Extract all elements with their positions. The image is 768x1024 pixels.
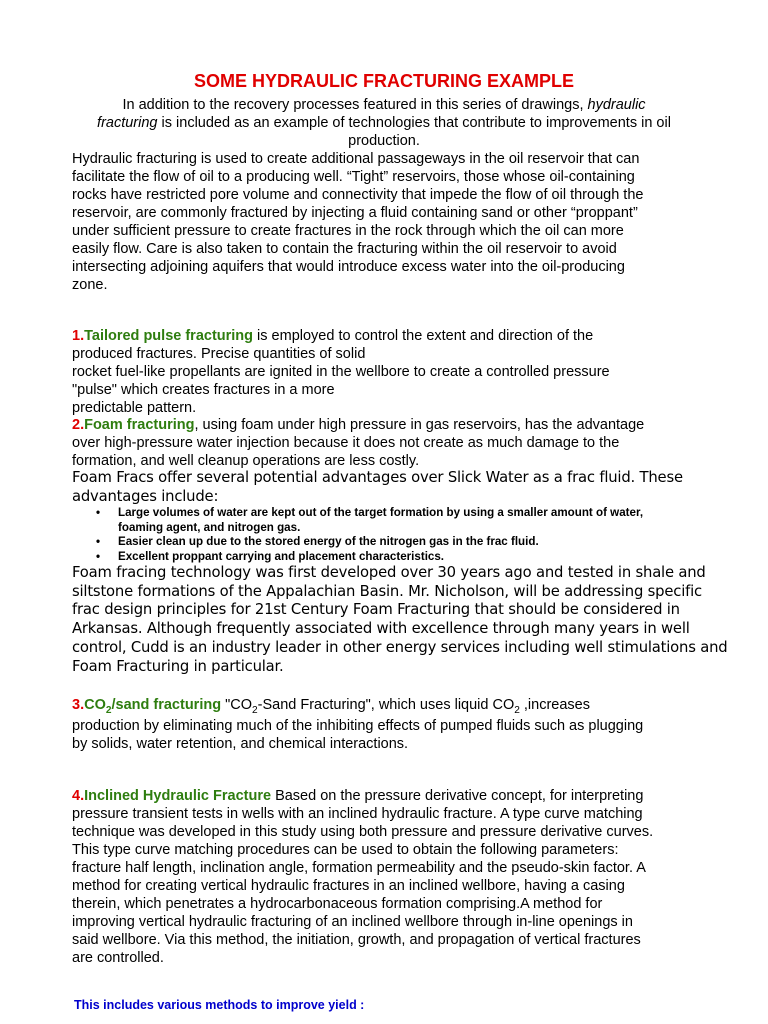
intro-emphasis: fracturing <box>97 115 158 131</box>
section-term: Tailored pulse fracturing <box>84 328 254 344</box>
intro-line: production. <box>348 133 420 149</box>
section-number: 1. <box>72 328 85 344</box>
section-line: "pulse" which creates fractures in a more <box>72 382 335 398</box>
section-number: 2. <box>72 417 85 433</box>
section-line: This type curve matching procedures can be used to obtain the following parameters: <box>72 842 619 858</box>
section-heading-line <box>72 327 712 345</box>
section-text: is employed to control the extent and direction of the <box>253 328 594 344</box>
advantages-line: Foam Fracs offer several potential advantages over Slick Water as a frac fluid. These <box>72 469 683 486</box>
section-line: method for creating vertical hydraulic fractures in an inclined wellbore, having a casing <box>72 878 625 894</box>
bullet-icon: • <box>96 506 101 519</box>
section-line: produced fractures. Precise quantities of solid <box>72 346 366 362</box>
intro-paragraph <box>60 96 708 150</box>
history-line: siltstone formations of the Appalachian Basin. Mr. Nicholson, will be addressing specific <box>72 582 702 600</box>
overview-line: intersecting adjoining aquifers that would introduce excess water into the oil-producing <box>72 259 625 275</box>
section-line: fracture half length, inclination angle, formation permeability and the pseudo-skin factor. A <box>72 860 646 876</box>
section-line: said wellbore. Via this method, the initiation, growth, and propagation of vertical fractures <box>72 932 641 948</box>
history-line: control, Cudd is an industry leader in other energy services including well stimulations and <box>72 638 728 656</box>
foam-history-paragraph <box>72 564 728 676</box>
list-item <box>96 549 758 565</box>
term-text: CO <box>84 697 106 713</box>
subscript: 2 <box>514 705 520 716</box>
section-line: over high-pressure water injection because it does not create as much damage to the <box>72 435 620 451</box>
section-text: -Sand Fracturing", which uses liquid CO <box>257 697 515 713</box>
section-line: production by eliminating much of the inhibiting effects of pumped fluids such as plugging <box>72 718 644 734</box>
list-item-text: Excellent proppant carrying and placement characteristics. <box>118 549 445 563</box>
overview-line: rocks have restricted pore volume and connectivity that impede the flow of oil through the <box>72 187 644 203</box>
section-line: technique was developed in this study using both pressure and pressure derivative curves. <box>72 824 654 840</box>
intro-text: is included as an example of technologies that contribute to improvements in oil <box>157 115 671 131</box>
subscript: 2 <box>252 705 258 716</box>
section-line: therein, which penetrates a hydrocarbonaceous formation comprising.A method for <box>72 896 603 912</box>
section-term: Inclined Hydraulic Fracture <box>84 788 272 804</box>
list-item-text: foaming agent, and nitrogen gas. <box>118 520 301 534</box>
term-subscript: 2 <box>105 705 112 716</box>
section-foam-fracturing <box>72 416 712 470</box>
intro-text: In addition to the recovery processes featured in this series of drawings, <box>122 97 588 113</box>
term-text: /sand fracturing <box>111 697 222 713</box>
section-heading-line <box>72 787 712 805</box>
overview-line: reservoir, are commonly fractured by injecting a fluid containing sand or other “proppant” <box>72 205 638 221</box>
section-line: pressure transient tests in wells with an inclined hydraulic fracture. A type curve matching <box>72 806 643 822</box>
section-term <box>84 697 222 716</box>
section-number: 4. <box>72 788 85 804</box>
list-item <box>96 535 758 550</box>
section-line: by solids, water retention, and chemical interactions. <box>72 736 409 752</box>
section-text: ,increases <box>519 697 590 713</box>
intro-line <box>60 96 708 114</box>
bullet-icon: • <box>96 549 101 563</box>
overview-paragraph <box>72 150 712 294</box>
foam-advantages-list <box>72 506 758 564</box>
overview-line: Hydraulic fracturing is used to create additional passageways in the oil reservoir that can <box>72 151 640 167</box>
section-inclined-fracture <box>72 787 712 967</box>
section-line: predictable pattern. <box>72 400 197 416</box>
overview-line: easily flow. Care is also taken to contain the fracturing within the oil reservoir to avoid <box>72 241 617 257</box>
section-line: rocket fuel-like propellants are ignited in the wellbore to create a controlled pressure <box>72 364 610 380</box>
foam-advantages-intro <box>72 469 712 506</box>
section-term: Foam fracturing <box>84 417 195 433</box>
list-item <box>96 506 758 535</box>
intro-emphasis: hydraulic <box>587 97 646 113</box>
section-tailored-pulse <box>72 327 712 417</box>
section-heading-line <box>72 416 712 434</box>
history-line: Foam fracing technology was first developed over 30 years ago and tested in shale and <box>72 564 706 581</box>
overview-line: zone. <box>72 277 108 293</box>
history-line: Arkansas. Although frequently associated with excellence through many years in well <box>72 620 690 638</box>
section-co2-sand <box>72 696 712 753</box>
overview-line: facilitate the flow of oil to a producing well. “Tight” reservoirs, those whose oil-containing <box>72 169 635 185</box>
section-number: 3. <box>72 697 85 713</box>
history-line: Foam Fracturing in particular. <box>72 657 284 675</box>
intro-line <box>60 114 708 132</box>
history-line: frac design principles for 21st Century Foam Fracturing that should be considered in <box>72 601 680 619</box>
section-text: , using foam under high pressure in gas reservoirs, has the advantage <box>194 417 645 433</box>
section-heading-line <box>72 696 712 714</box>
list-item-text: Easier clean up due to the stored energy of the nitrogen gas in the frac fluid. <box>118 535 539 548</box>
section-line: are controlled. <box>72 950 164 966</box>
footer-note: This includes various methods to improve yield : <box>74 998 365 1012</box>
overview-line: under sufficient pressure to create fractures in the rock through which the oil can more <box>72 223 624 239</box>
advantages-line: advantages include: <box>72 487 219 505</box>
page-title: SOME HYDRAULIC FRACTURING EXAMPLE <box>193 71 574 91</box>
section-line: formation, and well cleanup operations are less costly. <box>72 453 420 469</box>
bullet-icon: • <box>96 535 101 548</box>
list-item-text: Large volumes of water are kept out of the target formation by using a smaller amount of water, <box>118 506 644 519</box>
section-text: "CO <box>221 697 252 713</box>
section-text: Based on the pressure derivative concept, for interpreting <box>271 788 644 804</box>
section-line: improving vertical hydraulic fracturing of an inclined wellbore through in-line openings in <box>72 914 633 930</box>
